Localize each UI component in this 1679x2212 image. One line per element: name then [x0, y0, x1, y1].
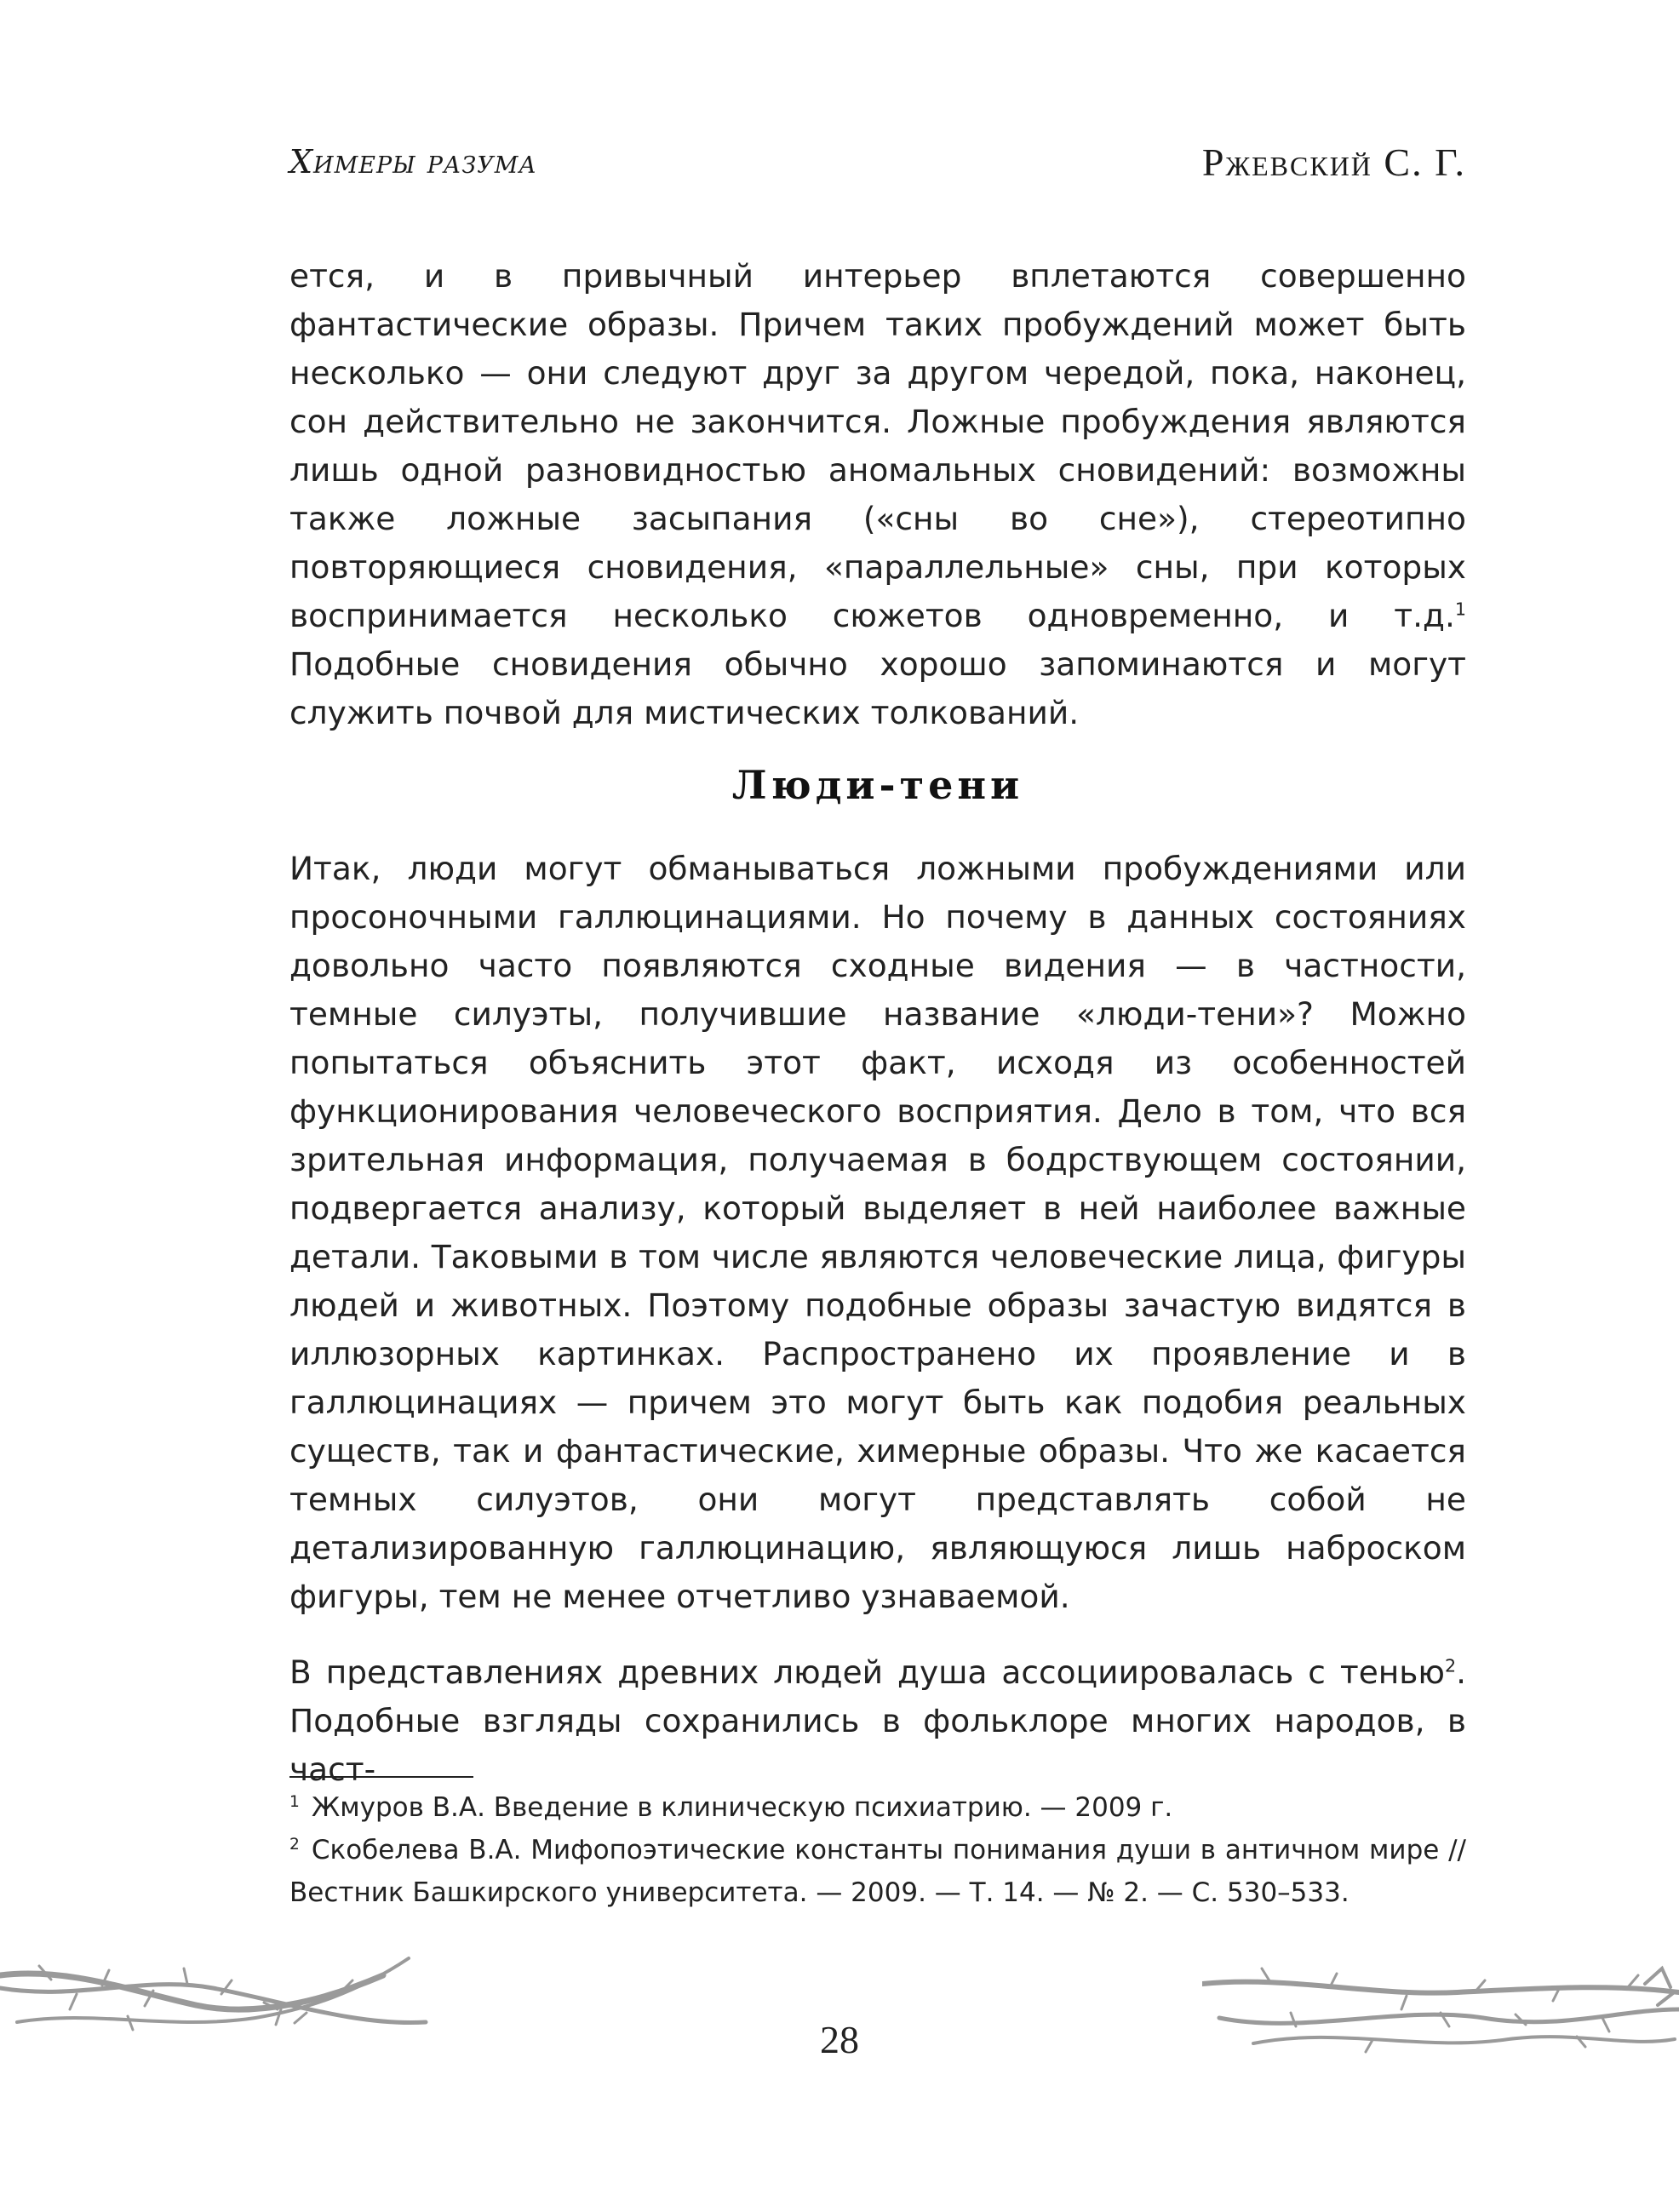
paragraph-continuation	[289, 252, 1466, 737]
footnote-mark: 1	[289, 1792, 300, 1811]
paragraph-text: В представлениях древних людей душа ассоциировалась с тенью	[289, 1653, 1445, 1691]
page-number: 28	[820, 2018, 859, 2061]
footnote-text: Жмуров В.А. Введение в клиническую психиатрию. — 2009 г.	[311, 1792, 1173, 1823]
paragraph	[289, 1648, 1466, 1794]
footnote-1	[289, 1786, 1466, 1829]
paragraph-text-end: . Подобные взгляды сохранились в фольклоре многих народов, в част-	[289, 1653, 1466, 1788]
section-heading: Люди-тени	[731, 762, 1024, 808]
footnote-text: Скобелева В.А. Мифопоэтические константы понимания души в античном мире // Вестник Башкирского университета. — 2009. — Т. 14. — № 2. — С. 530–533.	[289, 1835, 1466, 1908]
footnote-reference[interactable]: 2	[1444, 1655, 1457, 1676]
footnote-2	[289, 1829, 1466, 1914]
footnote-separator	[289, 1776, 473, 1778]
paragraph-text: ется, и в привычный интерьер вплетаются совершенно фантастические образы. Причем таких пробуждений может быть несколько — они следуют друг за другом чередой, пока, наконец, сон действительно не закончится. Ложные пробуждения являются лишь одной разновидностью аномальных сновидений: возможны также ложные засыпания («сны во сне»), стереотипно повторяющиеся сновидения, «параллельные» сны, при которых воспринимается несколько сюжетов одновременно, и т.д.	[289, 257, 1466, 634]
section-paragraph-2	[289, 1648, 1466, 1794]
paragraph-text: Итак, люди могут обманываться ложными пробуждениями или просоночными галлюцинациями. Но почему в данных состояниях довольно часто появляются сходные видения — в частности, темные силуэты, получившие название «люди-тени»? Можно попытаться объяснить этот факт, исходя из особенностей функционирования человеческого восприятия. Дело в том, что вся зрительная информация, получаемая в бодрствующем состоянии, подвергается анализу, который выделяет в ней наиболее важные детали. Таковыми в том числе являются человеческие лица, фигуры людей и животных. Поэтому подобные образы зачастую видятся в иллюзорных картинках. Распространено их проявление и в галлюцинациях — причем это могут быть как подобия реальных существ, так и фантастические, химерные образы. Что же касается темных силуэтов, они могут представлять собой не детализированную галлюцинацию, являющуюся лишь наброском фигуры, тем не менее отчетливо узнаваемой.	[289, 850, 1466, 1615]
footnotes	[289, 1786, 1466, 1914]
book-title: Химеры разума	[289, 143, 537, 181]
footnote-mark: 2	[289, 1835, 300, 1854]
running-head	[289, 140, 1466, 194]
paragraph	[289, 252, 1466, 737]
paragraph-text-tail: Подобные сновидения обычно хорошо запоминаются и могут служить почвой для мистических толкований.	[289, 645, 1466, 731]
section-paragraph-1	[289, 845, 1466, 1621]
author-name: Ржевский С. Г.	[1201, 140, 1466, 184]
footnote-reference[interactable]: 1	[1454, 599, 1466, 620]
